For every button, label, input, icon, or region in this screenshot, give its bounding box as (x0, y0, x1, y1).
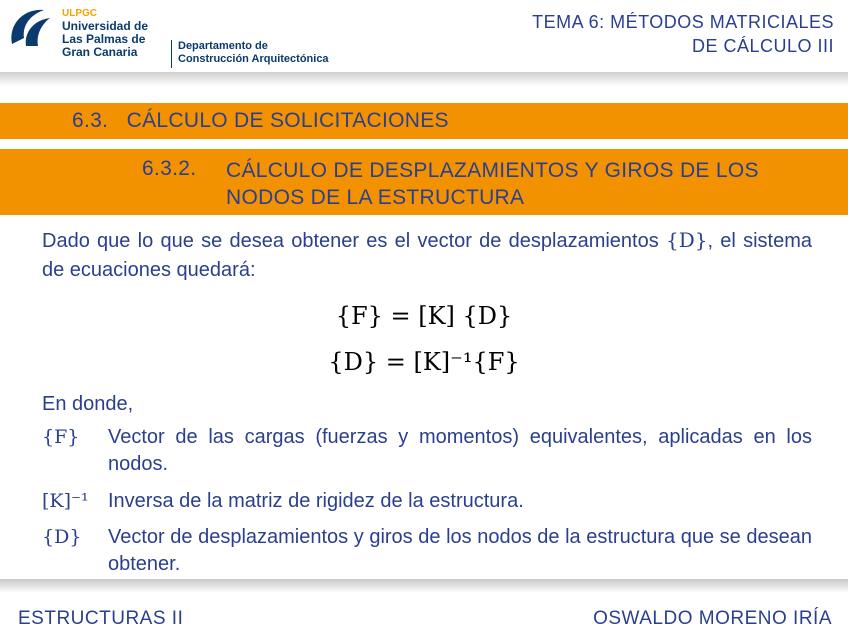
logo-short-name: ULPGC (62, 8, 97, 19)
subsection-title-line-1: CÁLCULO DE DESPLAZAMIENTOS Y GIROS DE LOS (226, 159, 759, 182)
topic-line-2: DE CÁLCULO III (691, 36, 834, 56)
header (0, 0, 848, 72)
logo-divider (171, 40, 172, 68)
section-bar (0, 103, 848, 139)
intro-text-before: Dado que lo que se desea obtener es el vector de desplazamientos (42, 230, 666, 252)
subsection-number: 6.3.2. (142, 157, 197, 180)
intro-paragraph (42, 226, 812, 285)
ulpgc-logo (6, 2, 386, 68)
footer-course: ESTRUCTURAS II (18, 608, 184, 629)
header-divider (0, 72, 848, 86)
logo-department-name (178, 40, 329, 66)
logo-university-name (62, 20, 172, 59)
logo-dept-line-2: Construcción Arquitectónica (178, 53, 329, 65)
logo-dept-line-1: Departamento de (178, 40, 268, 52)
footer-author: OSWALDO MORENO IRÍA (593, 608, 832, 629)
definition-text: Vector de desplazamientos y giros de los nodos de la estructura que se desean obtener. (108, 526, 812, 575)
subsection-title (226, 157, 759, 211)
logo-uni-line-1: Universidad de (62, 19, 149, 33)
topic-title (532, 10, 834, 58)
ulpgc-swirl-icon (6, 4, 56, 52)
equation-1: {F} = [K] {D} (335, 302, 513, 330)
intro-text-after: , el sistema de ecuaciones quedará: (42, 230, 812, 281)
equation-2: {D} = [K]⁻¹{F} (328, 348, 520, 376)
subsection-bar (0, 149, 848, 215)
topic-line-1: TEMA 6: MÉTODOS MATRICIALES (532, 12, 834, 32)
logo-uni-line-2: Las Palmas de (62, 32, 146, 46)
intro-vector-symbol: {D} (665, 228, 708, 252)
definition-symbol: {F} (42, 426, 80, 448)
definition-text: Vector de las cargas (fuerzas y momentos) equivalentes, aplicadas en los nodos. (108, 426, 812, 475)
definition-symbol: {D} (42, 526, 82, 548)
logo-uni-line-3: Gran Canaria (62, 45, 138, 59)
footer-divider (0, 579, 848, 593)
definition-symbol: [K]⁻¹ (42, 490, 89, 512)
subsection-title-line-2: NODOS DE LA ESTRUCTURA (226, 186, 525, 209)
section-title: 6.3. CÁLCULO DE SOLICITACIONES (72, 109, 449, 132)
definition-text: Inversa de la matriz de rigidez de la estructura. (108, 490, 524, 512)
where-label: En donde, (42, 393, 134, 415)
